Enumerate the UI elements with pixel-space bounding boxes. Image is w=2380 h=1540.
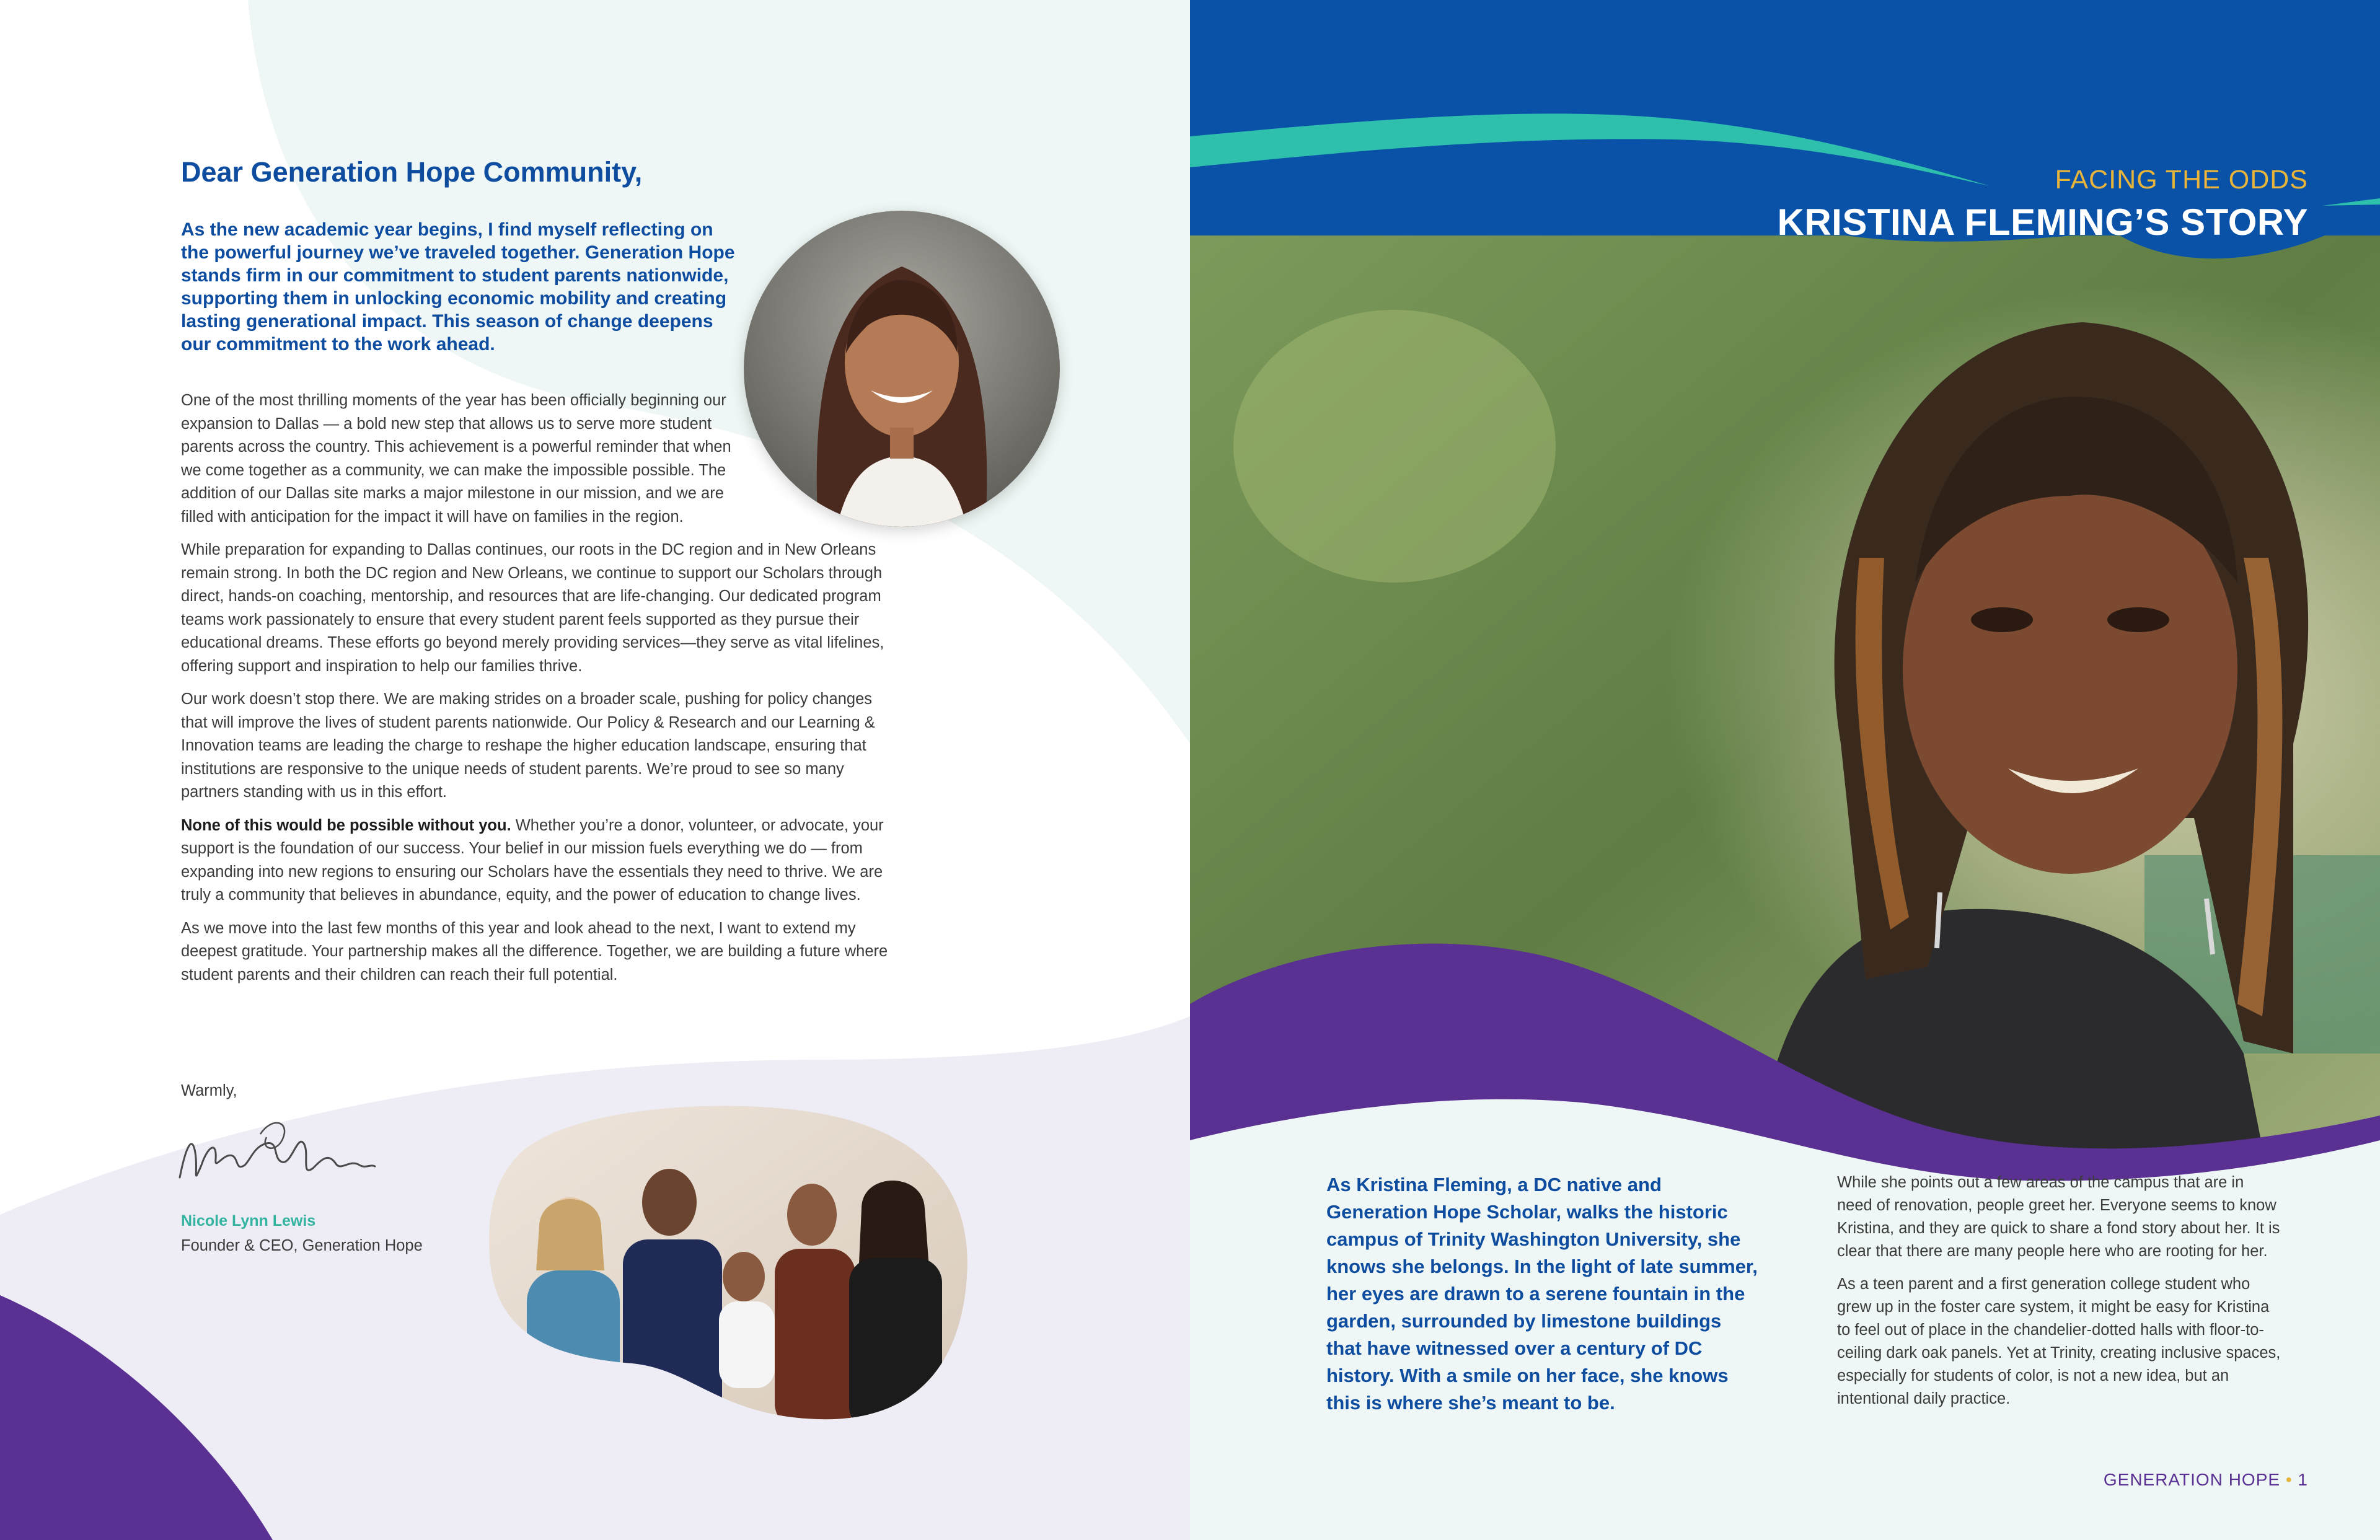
letter-paragraph: As we move into the last few months of this year and look ahead to the next, I want to extend my deepest gratitude. Your partnership makes all the difference. Together, we are building a future where student parents and their children can reach their full potential.	[181, 919, 888, 983]
page-footer	[2104, 1470, 2308, 1490]
letter-closing: Warmly,	[181, 1082, 237, 1099]
story-lead: As Kristina Fleming, a DC native and Generation Hope Scholar, walks the historic campus of Trinity Washington University, she knows she belongs. In the light of late summer, her eyes are drawn to a serene fountain in the garden, surrounded by limestone buildings that have witnessed over a century of DC history. With a smile on her face, she knows this is where she’s meant to be.	[1326, 1174, 1758, 1414]
handwritten-signature	[174, 1109, 378, 1196]
group-event-photo	[483, 1091, 973, 1425]
story-headline: KRISTINA FLEMING’S STORY	[1777, 201, 2308, 243]
letter-greeting: Dear Generation Hope Community,	[181, 156, 643, 188]
story-paragraph: As a teen parent and a first generation college student who grew up in the foster care system, it might be easy for Kristina to feel out of place in the chandelier-dotted halls with floor-to-ceiling dark oak panels. Yet at Trinity, creating inclusive spaces, especially for students of color, is not a new idea, but an intentional daily practice.	[1837, 1275, 2281, 1407]
letter-body	[181, 389, 894, 997]
signer-title: Founder & CEO, Generation Hope	[181, 1237, 423, 1254]
letter-paragraph	[181, 814, 894, 907]
footer-brand: GENERATION HOPE	[2103, 1470, 2281, 1489]
story-page	[1190, 0, 2380, 1540]
story-kicker: FACING THE ODDS	[2055, 165, 2308, 195]
letter-paragraph-rest: Whether you’re a donor, volunteer, or advocate, your support is the foundation of our success. Your belief in our mission fuels everything we do — from expanding into new regions to ensuring our Scholars have the essentials they need to thrive. We are truly a community that believes in abundance, equity, and the power of education to change lives.	[181, 816, 884, 904]
letter-paragraph: One of the most thrilling moments of the year has been officially beginning our expansion to Dallas — a bold new step that allows us to serve more student parents across the country. This achievement is a powerful reminder that when we come together as a community, we can make the impossible possible. The addition of our Dallas site marks a major milestone in our mission, and we are filled with anticipation for the impact it will have on families in the region.	[181, 392, 731, 526]
letter-paragraph: While preparation for expanding to Dallas continues, our roots in the DC region and in New Orleans remain strong. In both the DC region and New Orleans, we continue to support our Scholars through direct, hands-on coaching, mentorship, and resources that are life-changing. Our dedicated program teams work passionately to ensure that every student parent feels supported as they pursue their educational dreams. These efforts go beyond merely providing services—they serve as vital lifelines, offering support and inspiration to help our families thrive.	[181, 541, 884, 675]
story-body	[1837, 1171, 2283, 1420]
page-number: 1	[2298, 1470, 2308, 1489]
signer-name: Nicole Lynn Lewis	[181, 1212, 316, 1230]
letter-bold-lead: None of this would be possible without you.	[181, 816, 511, 834]
letter-paragraph: Our work doesn’t stop there. We are making strides on a broader scale, pushing for policy changes that will improve the lives of student parents nationwide. Our Policy & Research and our Learning & Innovation teams are leading the charge to reshape the higher education landscape, ensuring that institutions are responsive to the unique needs of student parents. We’re proud to see so many partners standing with us in this effort.	[181, 690, 875, 801]
footer-separator: •	[2285, 1470, 2293, 1489]
letter-intro: As the new academic year begins, I find myself reflecting on the powerful journey we’ve traveled together. Generation Hope stands firm in our commitment to student parents nationwide, supporting them in unlocking economic mobility and creating lasting generational impact. This season of change deepens our commitment to the work ahead.	[181, 219, 735, 354]
story-paragraph: While she points out a few areas of the campus that are in need of renovation, people greet her. Everyone seems to know Kristina, and they are quick to share a fond story about her. It is clear that there are many people here who are rooting for her.	[1837, 1174, 2280, 1260]
